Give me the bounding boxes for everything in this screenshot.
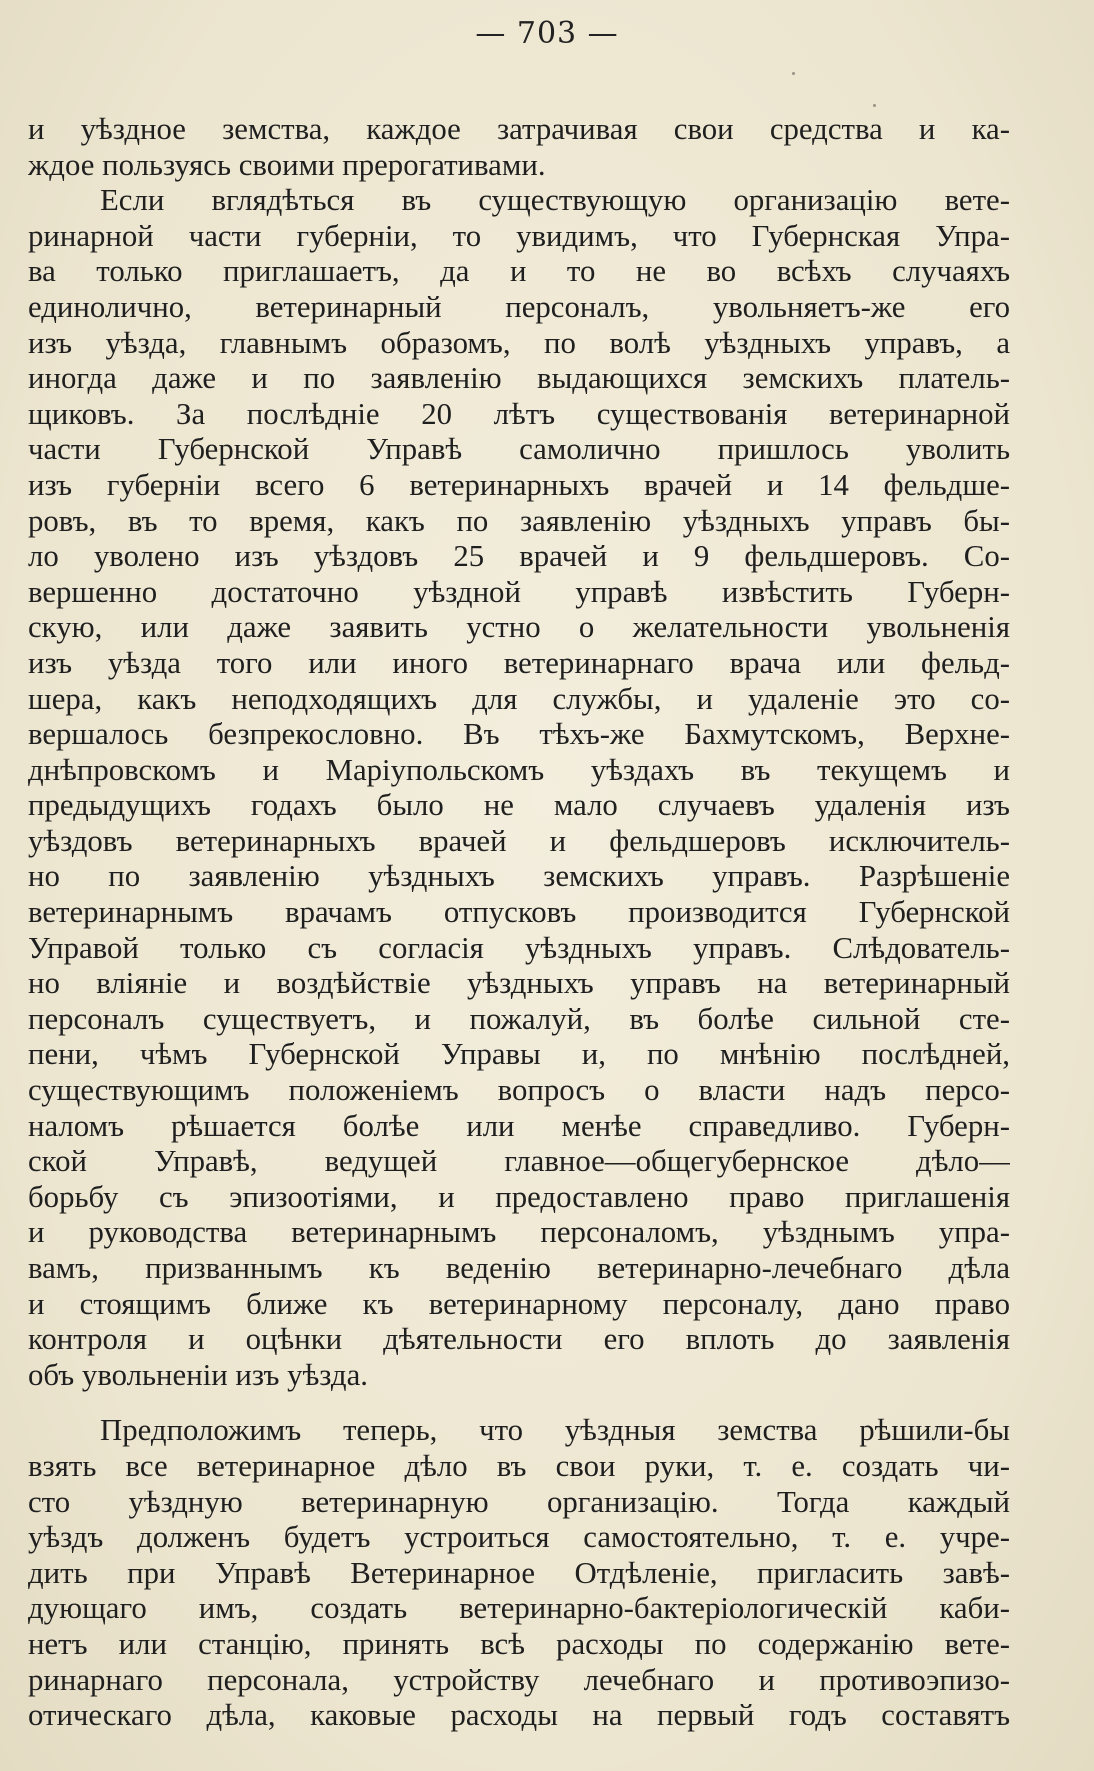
- text-line: наломъ рѣшается болѣе или менѣе справедливо. Губерн-: [28, 1108, 1010, 1143]
- text-line: борьбу съ эпизоотіями, и предоставлено право приглашенія: [28, 1179, 1010, 1214]
- text-line: сто уѣздную ветеринарную организацію. Тогда каждый: [28, 1484, 1010, 1519]
- text-line: ло уволено изъ уѣздовъ 25 врачей и 9 фельдшеровъ. Со-: [28, 539, 1010, 574]
- text-line: пени, чѣмъ Губернской Управы и, по мнѣнію послѣдней,: [28, 1037, 1010, 1072]
- text-line: персоналъ существуетъ, и пожалуй, въ болѣе сильной сте-: [28, 1001, 1010, 1036]
- paragraph-1: [28, 112, 1010, 183]
- text-line: ринарнаго персонала, устройству лечебнаго и противоэпизо-: [28, 1662, 1010, 1697]
- text-line: скую, или даже заявить устно о желательности увольненія: [28, 610, 1010, 645]
- text-line: уѣздовъ ветеринарныхъ врачей и фельдшеровъ исключитель-: [28, 823, 1010, 858]
- text-line: предыдущихъ годахъ было не мало случаевъ удаленія изъ: [28, 788, 1010, 823]
- text-line: и уѣздное земства, каждое затрачивая свои средства и ка-: [28, 112, 1010, 146]
- body-text: [28, 112, 1010, 1734]
- text-line: ждое пользуясь своими прерогативами.: [28, 147, 546, 182]
- text-line: вершалось безпрекословно. Въ тѣхъ-же Бахмутскомъ, Верхне-: [28, 717, 1010, 752]
- text-line: единолично, ветеринарный персоналъ, увольняетъ-же его: [28, 289, 1010, 324]
- text-line: вамъ, призваннымъ къ веденію ветеринарно-лечебнаго дѣла: [28, 1251, 1010, 1285]
- text-line: иногда даже и по заявленію выдающихся земскихъ платель-: [28, 361, 1010, 396]
- text-line: ветеринарнымъ врачамъ отпусковъ производится Губернской: [28, 895, 1010, 930]
- text-line: Предположимъ теперь, что уѣздныя земства рѣшили-бы: [100, 1413, 1010, 1448]
- text-line: изъ губерніи всего 6 ветеринарныхъ врачей и 14 фельдше-: [28, 467, 1010, 502]
- text-line: уѣздъ долженъ будетъ устроиться самостоятельно, т. е. учре-: [28, 1520, 1010, 1555]
- text-line: взять все ветеринарное дѣло въ свои руки, т. е. создать чи-: [28, 1448, 1010, 1483]
- text-line: части Губернской Управѣ самолично пришлось уволить: [28, 432, 1010, 467]
- text-line: днѣпровскомъ и Маріупольскомъ уѣздахъ въ текущемъ и: [28, 752, 1010, 787]
- text-line: изъ уѣзда того или иного ветеринарнаго врача или фельд-: [28, 645, 1010, 680]
- page-number: — 703 —: [475, 16, 619, 51]
- text-line: дить при Управѣ Ветеринарное Отдѣленіе, пригласить завѣ-: [28, 1555, 1010, 1590]
- paragraph-3: [28, 1413, 1010, 1733]
- text-line: Если вглядѣться въ существующую организацію вете-: [100, 183, 1010, 218]
- text-line: ринарной части губерніи, то увидимъ, что Губернская Упра-: [28, 218, 1010, 253]
- text-line: контроля и оцѣнки дѣятельности его вплоть до заявленія: [28, 1322, 1010, 1357]
- text-line: шера, какъ неподходящихъ для службы, и удаленіе это со-: [28, 681, 1010, 716]
- text-line: отическаго дѣла, каковые расходы на первый годъ составятъ: [28, 1698, 1010, 1733]
- text-line: вершенно достаточно уѣздной управѣ извѣстить Губерн-: [28, 574, 1010, 609]
- text-line: изъ уѣзда, главнымъ образомъ, по волѣ уѣздныхъ управъ, а: [28, 325, 1010, 360]
- text-line: Управой только съ согласія уѣздныхъ управъ. Слѣдователь-: [28, 930, 1010, 965]
- text-line: ровъ, въ то время, какъ по заявленію уѣздныхъ управъ бы-: [28, 503, 1010, 538]
- text-line: и руководства ветеринарнымъ персоналомъ, уѣзднымъ упра-: [28, 1215, 1010, 1250]
- paragraph-2: [28, 183, 1010, 1393]
- text-line: но вліяніе и воздѣйствіе уѣздныхъ управъ на ветеринарный: [28, 966, 1010, 1001]
- text-line: ской Управѣ, ведущей главное—общегубернское дѣло—: [28, 1144, 1010, 1179]
- paper-speck: [792, 72, 795, 75]
- paragraph-spacing: [28, 1393, 1010, 1413]
- text-line: и стоящимъ ближе къ ветеринарному персоналу, дано право: [28, 1286, 1010, 1321]
- text-line: но по заявленію уѣздныхъ земскихъ управъ. Разрѣшеніе: [28, 859, 1010, 894]
- text-line: объ увольненіи изъ уѣзда.: [28, 1357, 368, 1392]
- text-line: ва только приглашаетъ, да и то не во всѣхъ случаяхъ: [28, 254, 1010, 289]
- paper-speck: [873, 104, 876, 107]
- text-line: дующаго имъ, создать ветеринарно-бактеріологическій каби-: [28, 1591, 1010, 1626]
- text-line: существующимъ положеніемъ вопросъ о власти надъ персо-: [28, 1073, 1010, 1108]
- text-line: щиковъ. За послѣдніе 20 лѣтъ существованія ветеринарной: [28, 396, 1010, 431]
- text-line: нетъ или станцію, принять всѣ расходы по содержанію вете-: [28, 1626, 1010, 1661]
